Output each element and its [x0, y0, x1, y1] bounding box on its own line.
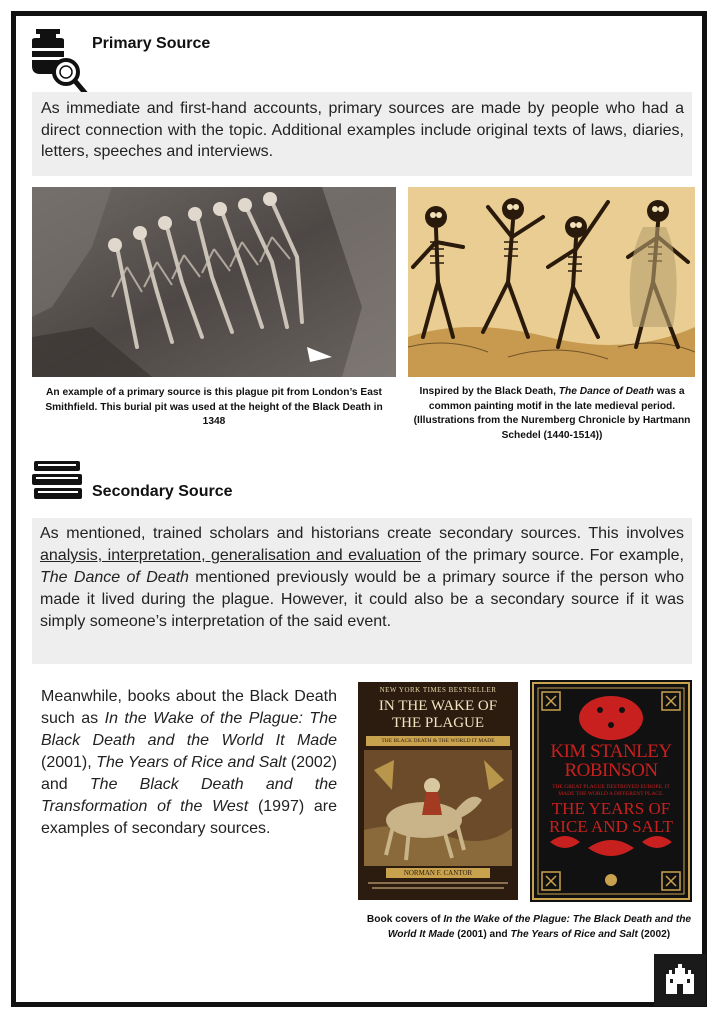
- secondary-source-header: [30, 458, 233, 502]
- book-covers-caption: Book covers of In the Wake of the Plague: The Black Death and the World It Made (2001) and The Years of Rice and Salt (2002): [366, 914, 692, 940]
- book2-title: THE YEARS OF RICE AND SALT: [548, 799, 674, 836]
- book-cover-wake-of-the-plague: NEW YORK TIMES BESTSELLER IN THE WAKE OF THE PLAGUE THE BLACK DEATH & THE WORLD IT MADE NORMAN F. CANTOR: [358, 682, 518, 900]
- artifact-magnifier-icon: [28, 26, 88, 98]
- primary-source-description: As immediate and first-hand accounts, primary sources are made by people who had a direct connection with the topic. Additional examples include original texts of laws, diaries, letters, speeches and interviews.: [32, 92, 692, 176]
- castle-logo: [654, 954, 706, 1006]
- secondary-source-title: Secondary Source: [92, 483, 233, 500]
- books-paragraph: Meanwhile, books about the Black Death such as In the Wake of the Plague: The Black Death and the World It Made (2001), The Years of Rice and Salt (2002) and The Black Death and the Transformation of the West (1997) are examples of secondary sources.: [41, 688, 338, 837]
- secondary-source-description: As mentioned, trained scholars and historians create secondary sources. This involves analysis, interpretation, generalisation and evaluation of the primary source. For example, The Dance of Death mentioned previously would be a primary source if the person who made it lived during the plague. However, it could also be a secondary source if it was simply someone’s interpretation of the said event.: [32, 518, 692, 664]
- book2-author: KIM STANLEY ROBINSON: [550, 741, 672, 781]
- book-cover-years-of-rice-and-salt: KIM STANLEY ROBINSON THE GREAT PLAGUE DESTROYED EUROPE. IT MADE THE WORLD A DIFFERENT PLACE. THE YEARS OF RICE AND SALT: [530, 680, 692, 902]
- book1-title: IN THE WAKE OF THE PLAGUE: [378, 698, 498, 731]
- plague-pit-photo: [32, 187, 396, 377]
- dance-of-death-illustration: [408, 187, 695, 377]
- dance-of-death-caption: Inspired by the Black Death, The Dance of Death was a common painting motif in the late medieval period. (Illustrations from the Nuremberg Chronicle by Hartmann Schedel (1440-1514)): [413, 386, 691, 441]
- primary-source-title: Primary Source: [92, 35, 211, 52]
- castle-icon: [654, 954, 706, 1006]
- primary-source-header: [28, 26, 210, 98]
- books-stack-icon: [30, 458, 86, 502]
- plague-pit-caption: An example of a primary source is this plague pit from London’s East Smithfield. This burial pit was used at the height of the Black Death in 1348: [45, 387, 383, 427]
